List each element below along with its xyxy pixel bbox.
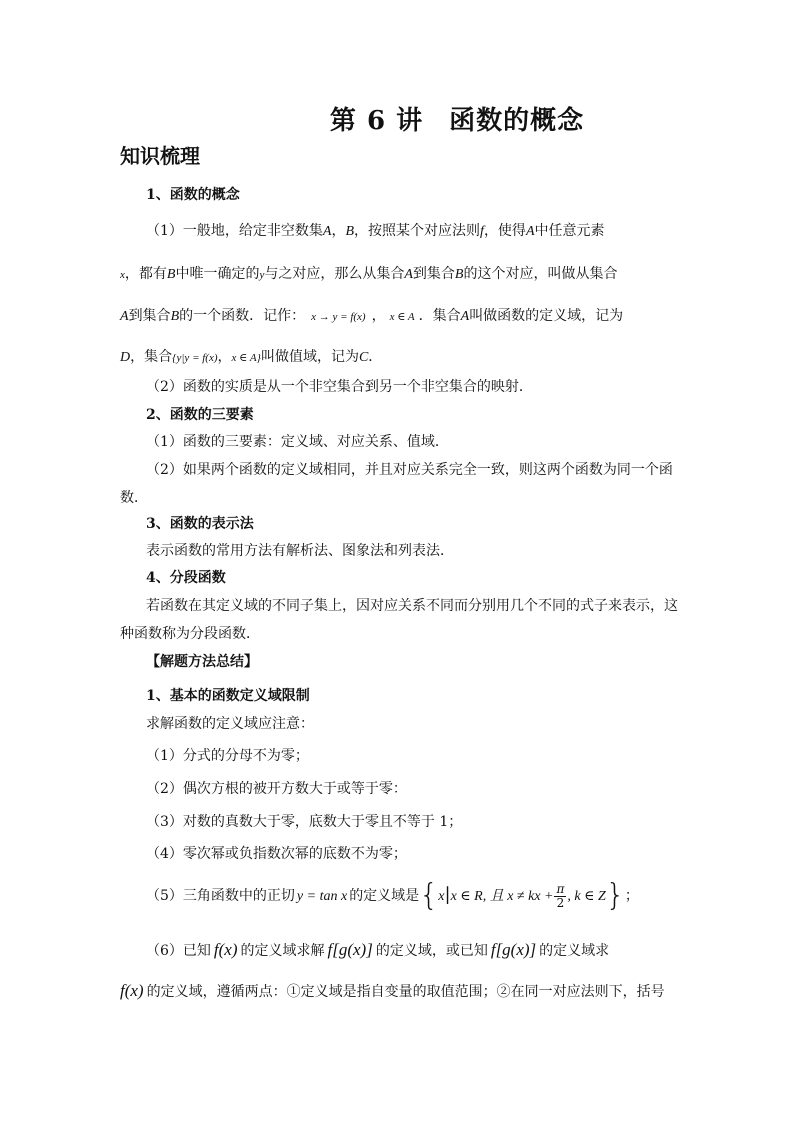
f-of-x-2: f(x) [120,981,144,1000]
heading-three-elements: 2、函数的三要素 [146,407,254,423]
list-item-zero-power: （4）零次幂或负指数次幂的底数不为零； [146,846,407,862]
page-title [0,100,794,137]
paragraph-same-function-line1: （2）如果两个函数的定义域相同，并且对应关系完全一致，则这两个函数为同一个函 [146,462,673,478]
title-topic: 函数的概念 [449,106,585,136]
list-item-composite-line1: （6）已知 f(x) 的定义域求解 f[g(x)] 的定义域，或已知 f[g(x)] 的定义域求 [146,940,610,959]
paragraph-definition-line1: （1）一般地，给定非空数集A，B，按照某个对应法则f，使得A中任意元素 [146,223,605,239]
paragraph-definition-line2: x，都有B中唯一确定的y与之对应，那么从集合A到集合B的这个对应，叫做从集合 [120,266,618,282]
mapping-formula: x → y = f(x) [311,311,366,323]
tangent-formula: y = tan x [296,889,348,904]
list-item-logarithm: （3）对数的真数大于零，底数大于零且不等于 1； [146,814,463,830]
right-brace: } [605,878,625,913]
list-item-even-root: （2）偶次方根的被开方数大于或等于零： [146,781,407,797]
left-brace: { [419,878,439,913]
heading-piecewise: 4、分段函数 [146,570,226,586]
paragraph-three-elements: （1）函数的三要素：定义域、对应关系、值域． [146,434,449,450]
section-heading: 知识梳理 [120,144,200,168]
heading-methods-summary: 【解题方法总结】 [146,654,258,670]
f-of-g-of-x-2: f[g(x)] [490,940,537,959]
title-lecture-number: 第 6 讲 [329,106,424,136]
f-of-g-of-x: f[g(x)] [327,940,373,959]
paragraph-definition-line4: D，集合{y|y = f(x)，x ∈ A}叫做值域，记为C． [120,349,383,365]
range-set-formula: {y|y = f(x) [172,352,218,364]
paragraph-domain-intro: 求解函数的定义域应注意： [146,716,314,732]
heading-representation: 3、函数的表示法 [146,516,254,532]
heading-domain-restrictions: 1、基本的函数定义域限制 [146,688,310,704]
list-item-tangent: （5）三角函数中的正切 y = tan x 的定义域是{x|x ∈ R, 且 x ≠ kx + $\frac{\pi}{2}$ , k ∈ Z}； [146,878,639,913]
list-item-fraction: （1）分式的分母不为零； [146,748,309,764]
f-of-x: f(x) [213,940,238,959]
paragraph-representation: 表示函数的常用方法有解析法、图象法和列表法． [146,543,454,559]
paragraph-piecewise-line1: 若函数在其定义域的不同子集上，因对应关系不同而分别用几个不同的式子来表示，这 [146,598,678,614]
paragraph-definition-line3: A到集合B的一个函数．记作： x → y = f(x) ， x ∈ A ．集合A叫做函数的定义域，记为 [120,308,624,324]
paragraph-piecewise-line2: 种函数称为分段函数． [120,626,260,642]
paragraph-essence: （2）函数的实质是从一个非空集合到另一个非空集合的映射． [146,379,533,395]
pi-over-two-fraction: $\frac{\pi}{2}$ [556,881,565,910]
paragraph-same-function-line2: 数． [120,490,148,506]
list-item-composite-line2: f(x) 的定义域，遵循两点：①定义域是指自变量的取值范围；②在同一对应法则下，括号 [120,981,665,1000]
heading-function-concept: 1、函数的概念 [146,187,240,203]
